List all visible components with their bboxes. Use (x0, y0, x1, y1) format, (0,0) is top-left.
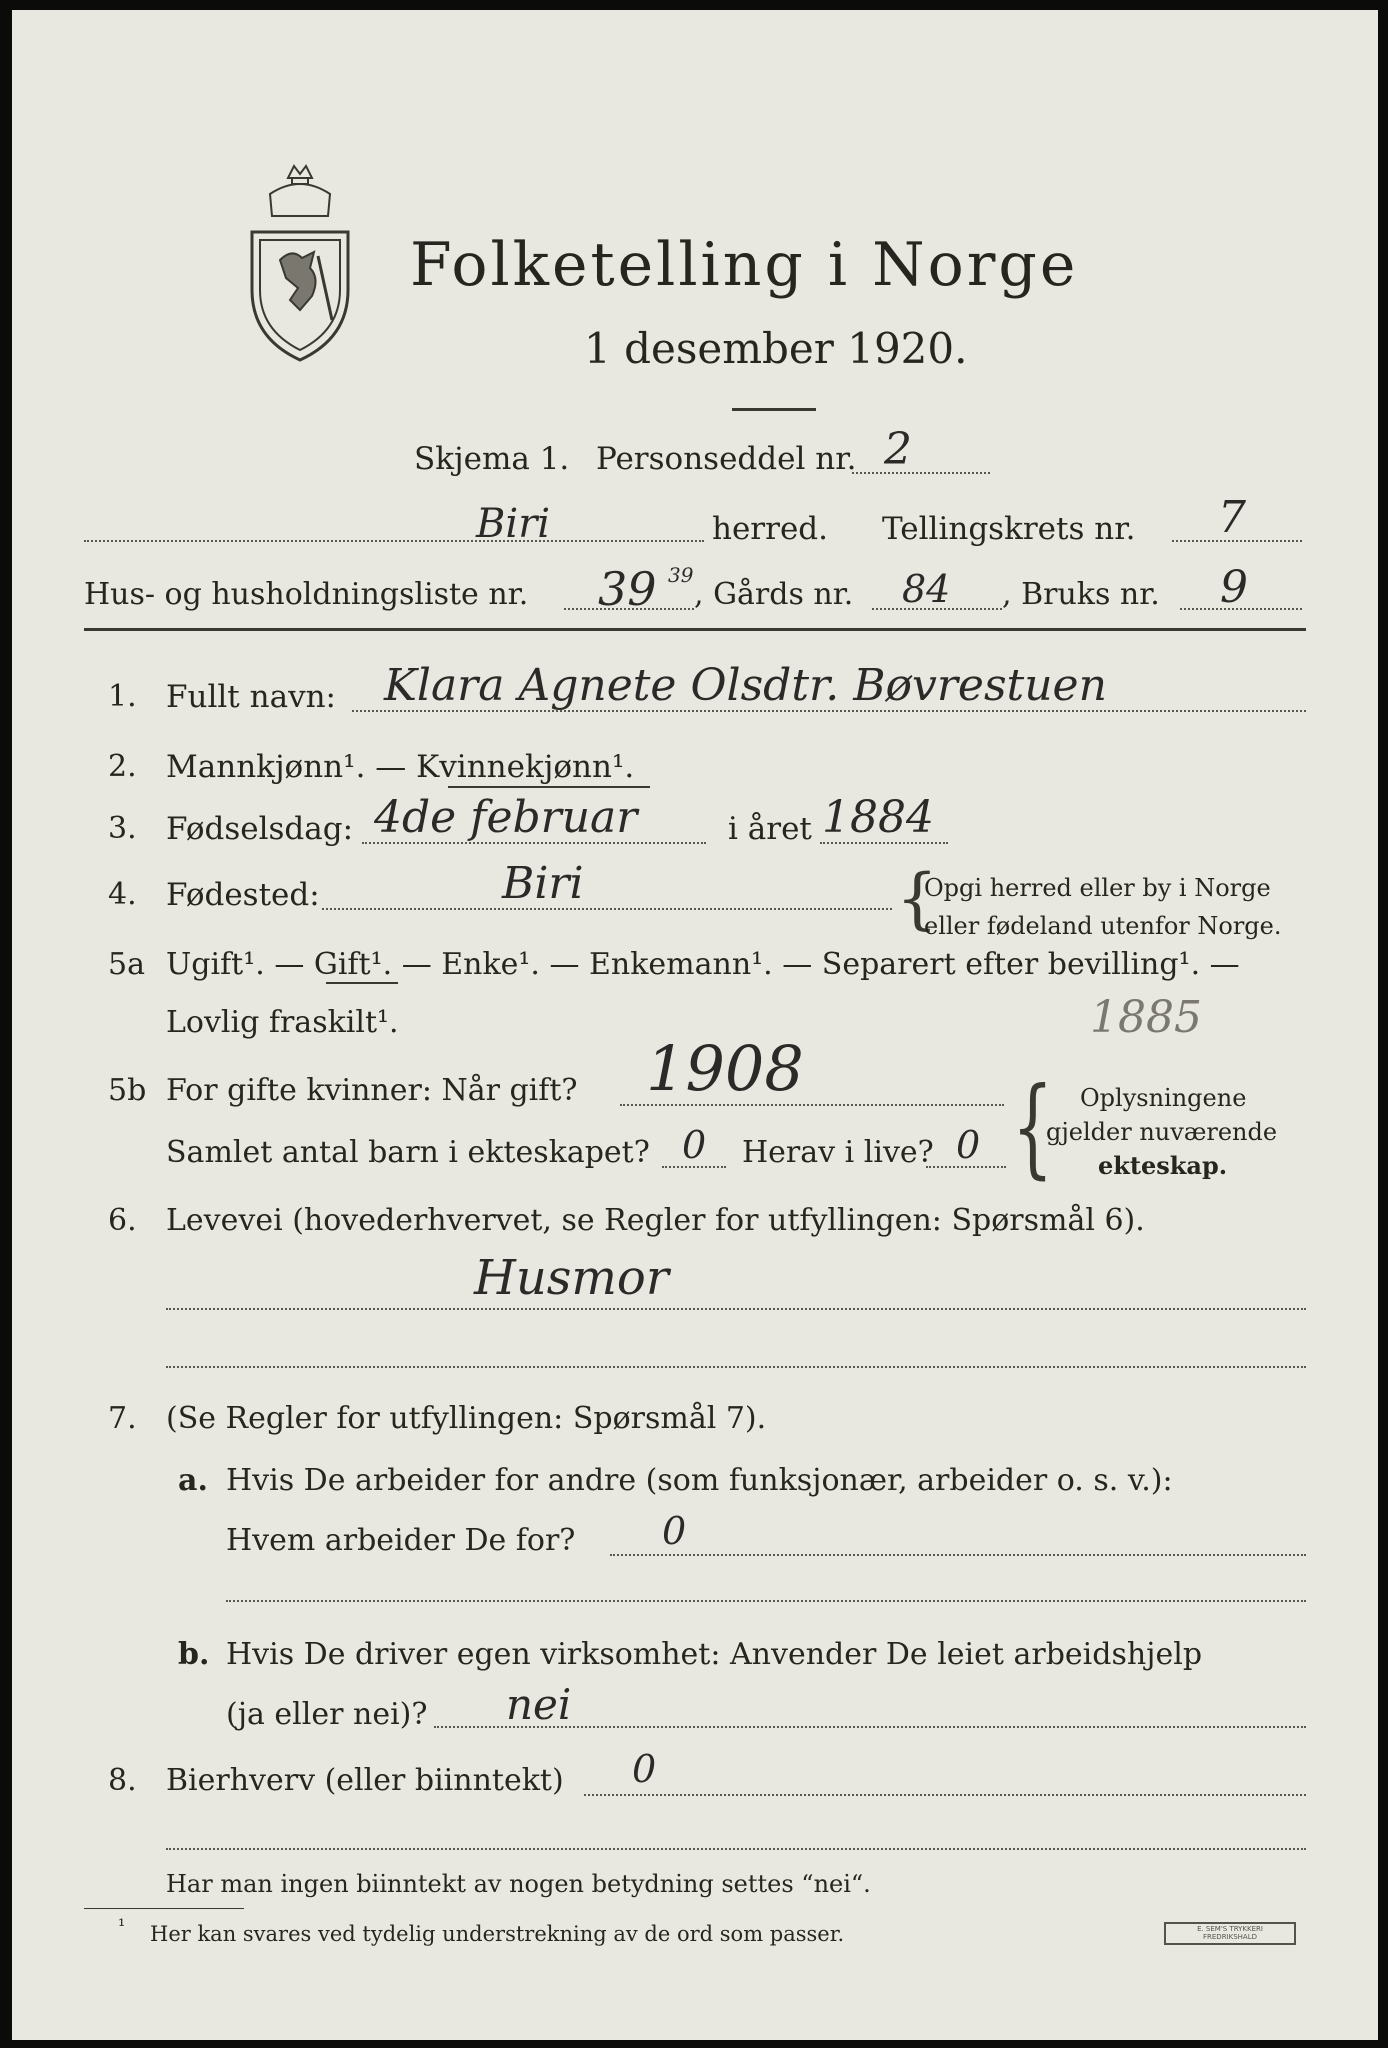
q5a-label-line2: Lovlig fraskilt¹. (166, 1005, 399, 1040)
q5b-number: 5b (108, 1073, 147, 1108)
schema-label: Skjema 1. (414, 441, 570, 477)
q5b-value: 1908 (646, 1032, 804, 1105)
q6-label: Levevei (hovederhvervet, se Regler for utfyllingen: Spørsmål 6). (166, 1203, 1145, 1238)
tellingskrets-value: 7 (1218, 492, 1246, 543)
footnote-rule (84, 1908, 244, 1909)
footnote-mark: ¹ (118, 1916, 126, 1937)
husholdning-small-value: 39 (668, 563, 694, 587)
q4-note-line2: eller fødeland utenfor Norge. (924, 912, 1282, 940)
q2-number: 2. (108, 749, 137, 784)
herred-line (84, 540, 704, 542)
stamp-line2: FREDRIKSHALD (1202, 1932, 1257, 1941)
q1-number: 1. (108, 679, 137, 714)
q5a-underline-gift (326, 982, 398, 984)
q7a-label-line2: Hvem arbeider De for? (226, 1523, 576, 1558)
personseddel-value: 2 (884, 424, 912, 475)
printer-stamp (1164, 1922, 1296, 1945)
q5b-note-line2: gjelder nuværende (1046, 1118, 1278, 1146)
q5b-note-line1: Oplysningene (1080, 1084, 1247, 1112)
personseddel-label: Personseddel nr. (596, 441, 857, 477)
husholdning-label: Hus- og husholdningsliste nr. (84, 577, 529, 612)
footnote-text: Her kan svares ved tydelig understrekning av de ord som passer. (150, 1922, 845, 1946)
q8-line2 (166, 1848, 1306, 1850)
q5b-brace: { (1012, 1065, 1054, 1190)
stamp-line1: E. SEM'S TRYKKERI (1197, 1925, 1263, 1933)
q8-number: 8. (108, 1763, 137, 1798)
q7b-value: nei (506, 1680, 572, 1729)
q5b-alive-label: Herav i live? (742, 1135, 934, 1170)
q8-value: 0 (632, 1747, 657, 1791)
q7-label: (Se Regler for utfyllingen: Spørsmål 7). (166, 1401, 767, 1436)
herred-label: herred. (712, 511, 828, 547)
header-divider (84, 628, 1306, 631)
q4-label: Fødested: (166, 877, 320, 913)
husholdning-value: 39 (598, 562, 657, 616)
q4-brace: { (896, 860, 938, 937)
gards-value: 84 (902, 567, 951, 611)
q1-label: Fullt navn: (166, 679, 336, 715)
q6-value: Husmor (474, 1250, 669, 1306)
title-rule (732, 408, 816, 411)
q7b-label: Hvis De driver egen virksomhet: Anvender De leiet arbeidshjelp (226, 1637, 1203, 1672)
q3-number: 3. (108, 811, 137, 846)
q5a-number: 5a (108, 947, 145, 982)
q6-line2 (166, 1366, 1306, 1368)
q3-label: Fødselsdag: (166, 811, 354, 847)
q6-line1 (166, 1308, 1306, 1310)
q5b-label: For gifte kvinner: Når gift? (166, 1073, 578, 1108)
herred-value: Biri (476, 501, 551, 547)
q2-label: Mannkjønn¹. — Kvinnekjønn¹. (166, 749, 635, 785)
q7a-line2 (226, 1600, 1306, 1602)
tellingskrets-label: Tellingskrets nr. (882, 511, 1136, 547)
q3-year-label: i året (728, 811, 812, 847)
census-form (12, 10, 1378, 2040)
q3-year-value: 1884 (822, 792, 934, 843)
q8-label: Bierhverv (eller biinntekt) (166, 1763, 564, 1798)
q8-line1 (584, 1794, 1306, 1796)
q4-line (322, 908, 892, 910)
personseddel-line (852, 472, 990, 474)
q3-day-value: 4de februar (374, 792, 638, 843)
bruks-label: , Bruks nr. (1002, 577, 1160, 612)
q1-value: Klara Agnete Olsdtr. Bøvrestuen (384, 660, 1107, 711)
q7b-label-line2: (ja eller nei)? (226, 1697, 428, 1732)
q2-underline-kvinnekjonn (448, 786, 650, 788)
q5b-note-line3: ekteskap. (1098, 1151, 1228, 1180)
q7a-label: Hvis De arbeider for andre (som funksjonær, arbeider o. s. v.): (226, 1463, 1173, 1498)
q5b-children-label: Samlet antal barn i ekteskapet? (166, 1135, 650, 1170)
q4-value: Biri (502, 858, 584, 909)
q7b-marker: b. (178, 1637, 210, 1672)
bruks-value: 9 (1220, 562, 1248, 613)
q5a-margin-note: 1885 (1090, 992, 1202, 1043)
norwegian-coat-of-arms-icon (240, 160, 360, 370)
q4-note-line1: Opgi herred eller by i Norge (924, 874, 1271, 902)
q7a-line1 (610, 1554, 1306, 1556)
q7a-value: 0 (662, 1509, 687, 1553)
q5b-children-value: 0 (682, 1123, 707, 1167)
q7a-marker: a. (178, 1463, 208, 1498)
q4-number: 4. (108, 877, 137, 912)
q5a-label: Ugift¹. — Gift¹. — Enke¹. — Enkemann¹. — Separert efter bevilling¹. — (166, 947, 1240, 982)
q5b-alive-value: 0 (956, 1123, 981, 1167)
q7-number: 7. (108, 1401, 137, 1436)
gards-label: , Gårds nr. (694, 577, 854, 612)
q6-number: 6. (108, 1203, 137, 1238)
form-date: 1 desember 1920. (584, 324, 968, 373)
biinntekt-note: Har man ingen biinntekt av nogen betydning settes “nei“. (166, 1870, 871, 1898)
form-title: Folketelling i Norge (410, 230, 1079, 300)
